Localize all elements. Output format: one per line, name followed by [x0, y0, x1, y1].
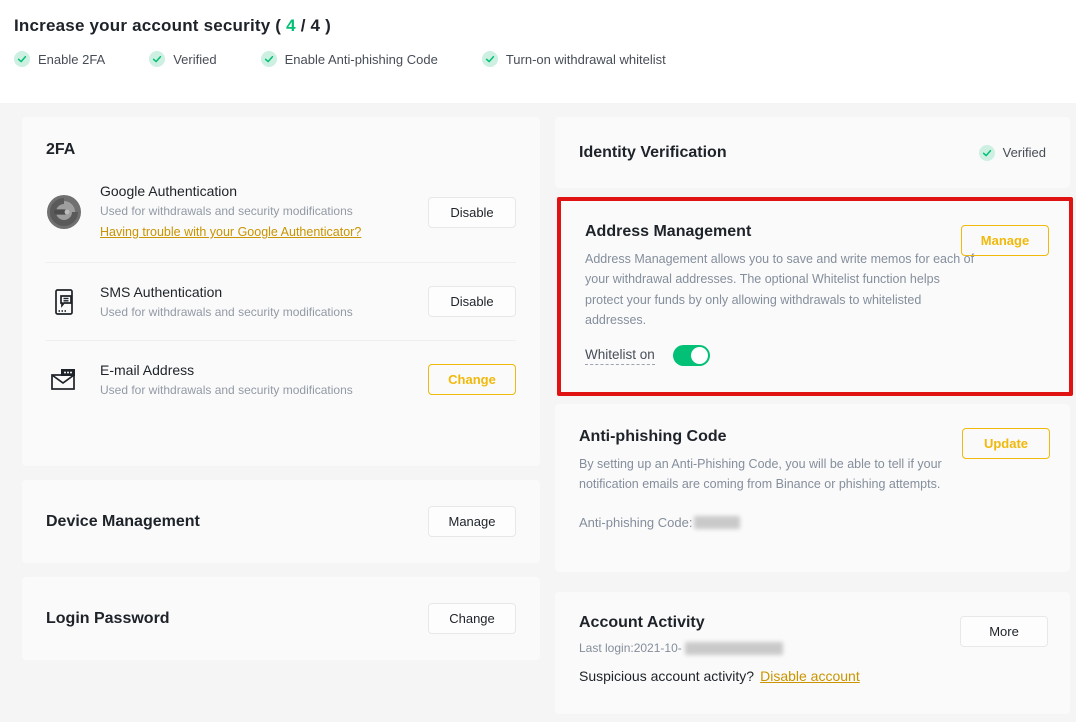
page-header	[0, 0, 1076, 103]
google-authentication-row	[46, 162, 516, 262]
checklist-label: Enable 2FA	[38, 51, 106, 67]
anti-phishing-code-label: Anti-phishing Code:	[579, 515, 693, 530]
account-activity-more-button[interactable]: More	[960, 616, 1048, 647]
check-circle-icon	[979, 145, 995, 161]
last-login-label: Last login:2021-10-	[579, 641, 682, 655]
anti-phishing-update-button[interactable]: Update	[962, 428, 1050, 459]
email-address-subtitle: Used for withdrawals and security modifications	[100, 383, 353, 397]
checklist-item-verified	[149, 51, 216, 67]
page-title	[0, 0, 1076, 36]
google-authentication-subtitle: Used for withdrawals and security modifications	[100, 204, 353, 218]
email-change-button[interactable]: Change	[428, 364, 516, 395]
google-auth-disable-button[interactable]: Disable	[428, 197, 516, 228]
total-count: / 4 )	[300, 16, 331, 35]
whitelist-toggle[interactable]	[673, 345, 710, 366]
twofa-card-title: 2FA	[46, 141, 76, 158]
google-authentication-text	[100, 183, 428, 241]
suspicious-activity-label: Suspicious account activity?	[579, 668, 755, 684]
email-address-text	[100, 362, 428, 397]
whitelist-row	[585, 345, 1045, 366]
account-activity-title: Account Activity	[579, 614, 705, 631]
disable-account-link[interactable]: Disable account	[760, 668, 860, 684]
checklist-label: Turn-on withdrawal whitelist	[505, 51, 666, 67]
sms-authentication-text	[100, 284, 428, 319]
anti-phishing-card	[555, 404, 1070, 572]
google-authenticator-icon	[46, 194, 82, 230]
checklist-item-enable-2fa	[14, 51, 105, 67]
checklist-label: Enable Anti-phishing Code	[284, 51, 438, 67]
identity-verified-label: Verified	[1002, 145, 1046, 160]
email-address-row	[46, 340, 516, 418]
address-management-description: Address Management allows you to save and write memos for each of your withdrawal addresses. The optional Whitelist function helps protect your funds by only allowing withdrawals to whitelisted addresses.	[585, 252, 975, 327]
security-checklist	[0, 36, 1076, 67]
address-management-card	[561, 201, 1069, 392]
sms-authentication-row	[46, 262, 516, 340]
email-envelope-icon	[46, 366, 82, 394]
sms-auth-disable-button[interactable]: Disable	[428, 286, 516, 317]
address-management-manage-button[interactable]: Manage	[961, 225, 1049, 256]
anti-phishing-title: Anti-phishing Code	[579, 428, 727, 445]
checklist-label: Verified	[173, 51, 217, 67]
redacted-anti-phishing-code	[694, 516, 740, 529]
checklist-item-anti-phishing	[261, 51, 438, 67]
sms-authentication-title: SMS Authentication	[100, 284, 223, 300]
check-circle-icon	[261, 51, 277, 67]
login-password-card	[22, 577, 540, 660]
page-title-text: Increase your account security (	[14, 16, 282, 35]
redacted-last-login-date	[685, 642, 783, 655]
check-circle-icon	[149, 51, 165, 67]
device-management-title: Device Management	[46, 512, 200, 530]
identity-verification-card	[555, 117, 1070, 188]
account-activity-card	[555, 592, 1070, 714]
anti-phishing-code-row	[579, 515, 1046, 530]
login-password-change-button[interactable]: Change	[428, 603, 516, 634]
login-password-title: Login Password	[46, 609, 170, 627]
main-content	[0, 103, 1076, 722]
email-address-title: E-mail Address	[100, 362, 195, 378]
checklist-item-withdrawal-whitelist	[482, 51, 666, 67]
twofa-card	[22, 117, 540, 466]
identity-verified-badge	[979, 145, 1046, 161]
sms-phone-icon	[46, 287, 82, 317]
suspicious-activity-row	[579, 668, 1046, 684]
check-circle-icon	[14, 51, 30, 67]
completed-count: 4	[286, 16, 296, 35]
red-highlight-box	[557, 197, 1073, 396]
left-column	[22, 117, 540, 660]
anti-phishing-description: By setting up an Anti-Phishing Code, you will be able to tell if your notification emails are coming from Binance or phishing attempts.	[579, 457, 942, 491]
right-column	[555, 117, 1070, 714]
identity-verification-title: Identity Verification	[579, 143, 727, 161]
address-management-title: Address Management	[585, 223, 752, 240]
whitelist-label[interactable]: Whitelist on	[585, 347, 655, 365]
device-management-card	[22, 480, 540, 563]
toggle-knob	[691, 347, 708, 364]
google-authentication-title: Google Authentication	[100, 183, 237, 199]
sms-authentication-subtitle: Used for withdrawals and security modifications	[100, 305, 353, 319]
check-circle-icon	[482, 51, 498, 67]
google-authenticator-trouble-link[interactable]: Having trouble with your Google Authenticator?	[100, 225, 362, 239]
device-management-manage-button[interactable]: Manage	[428, 506, 516, 537]
